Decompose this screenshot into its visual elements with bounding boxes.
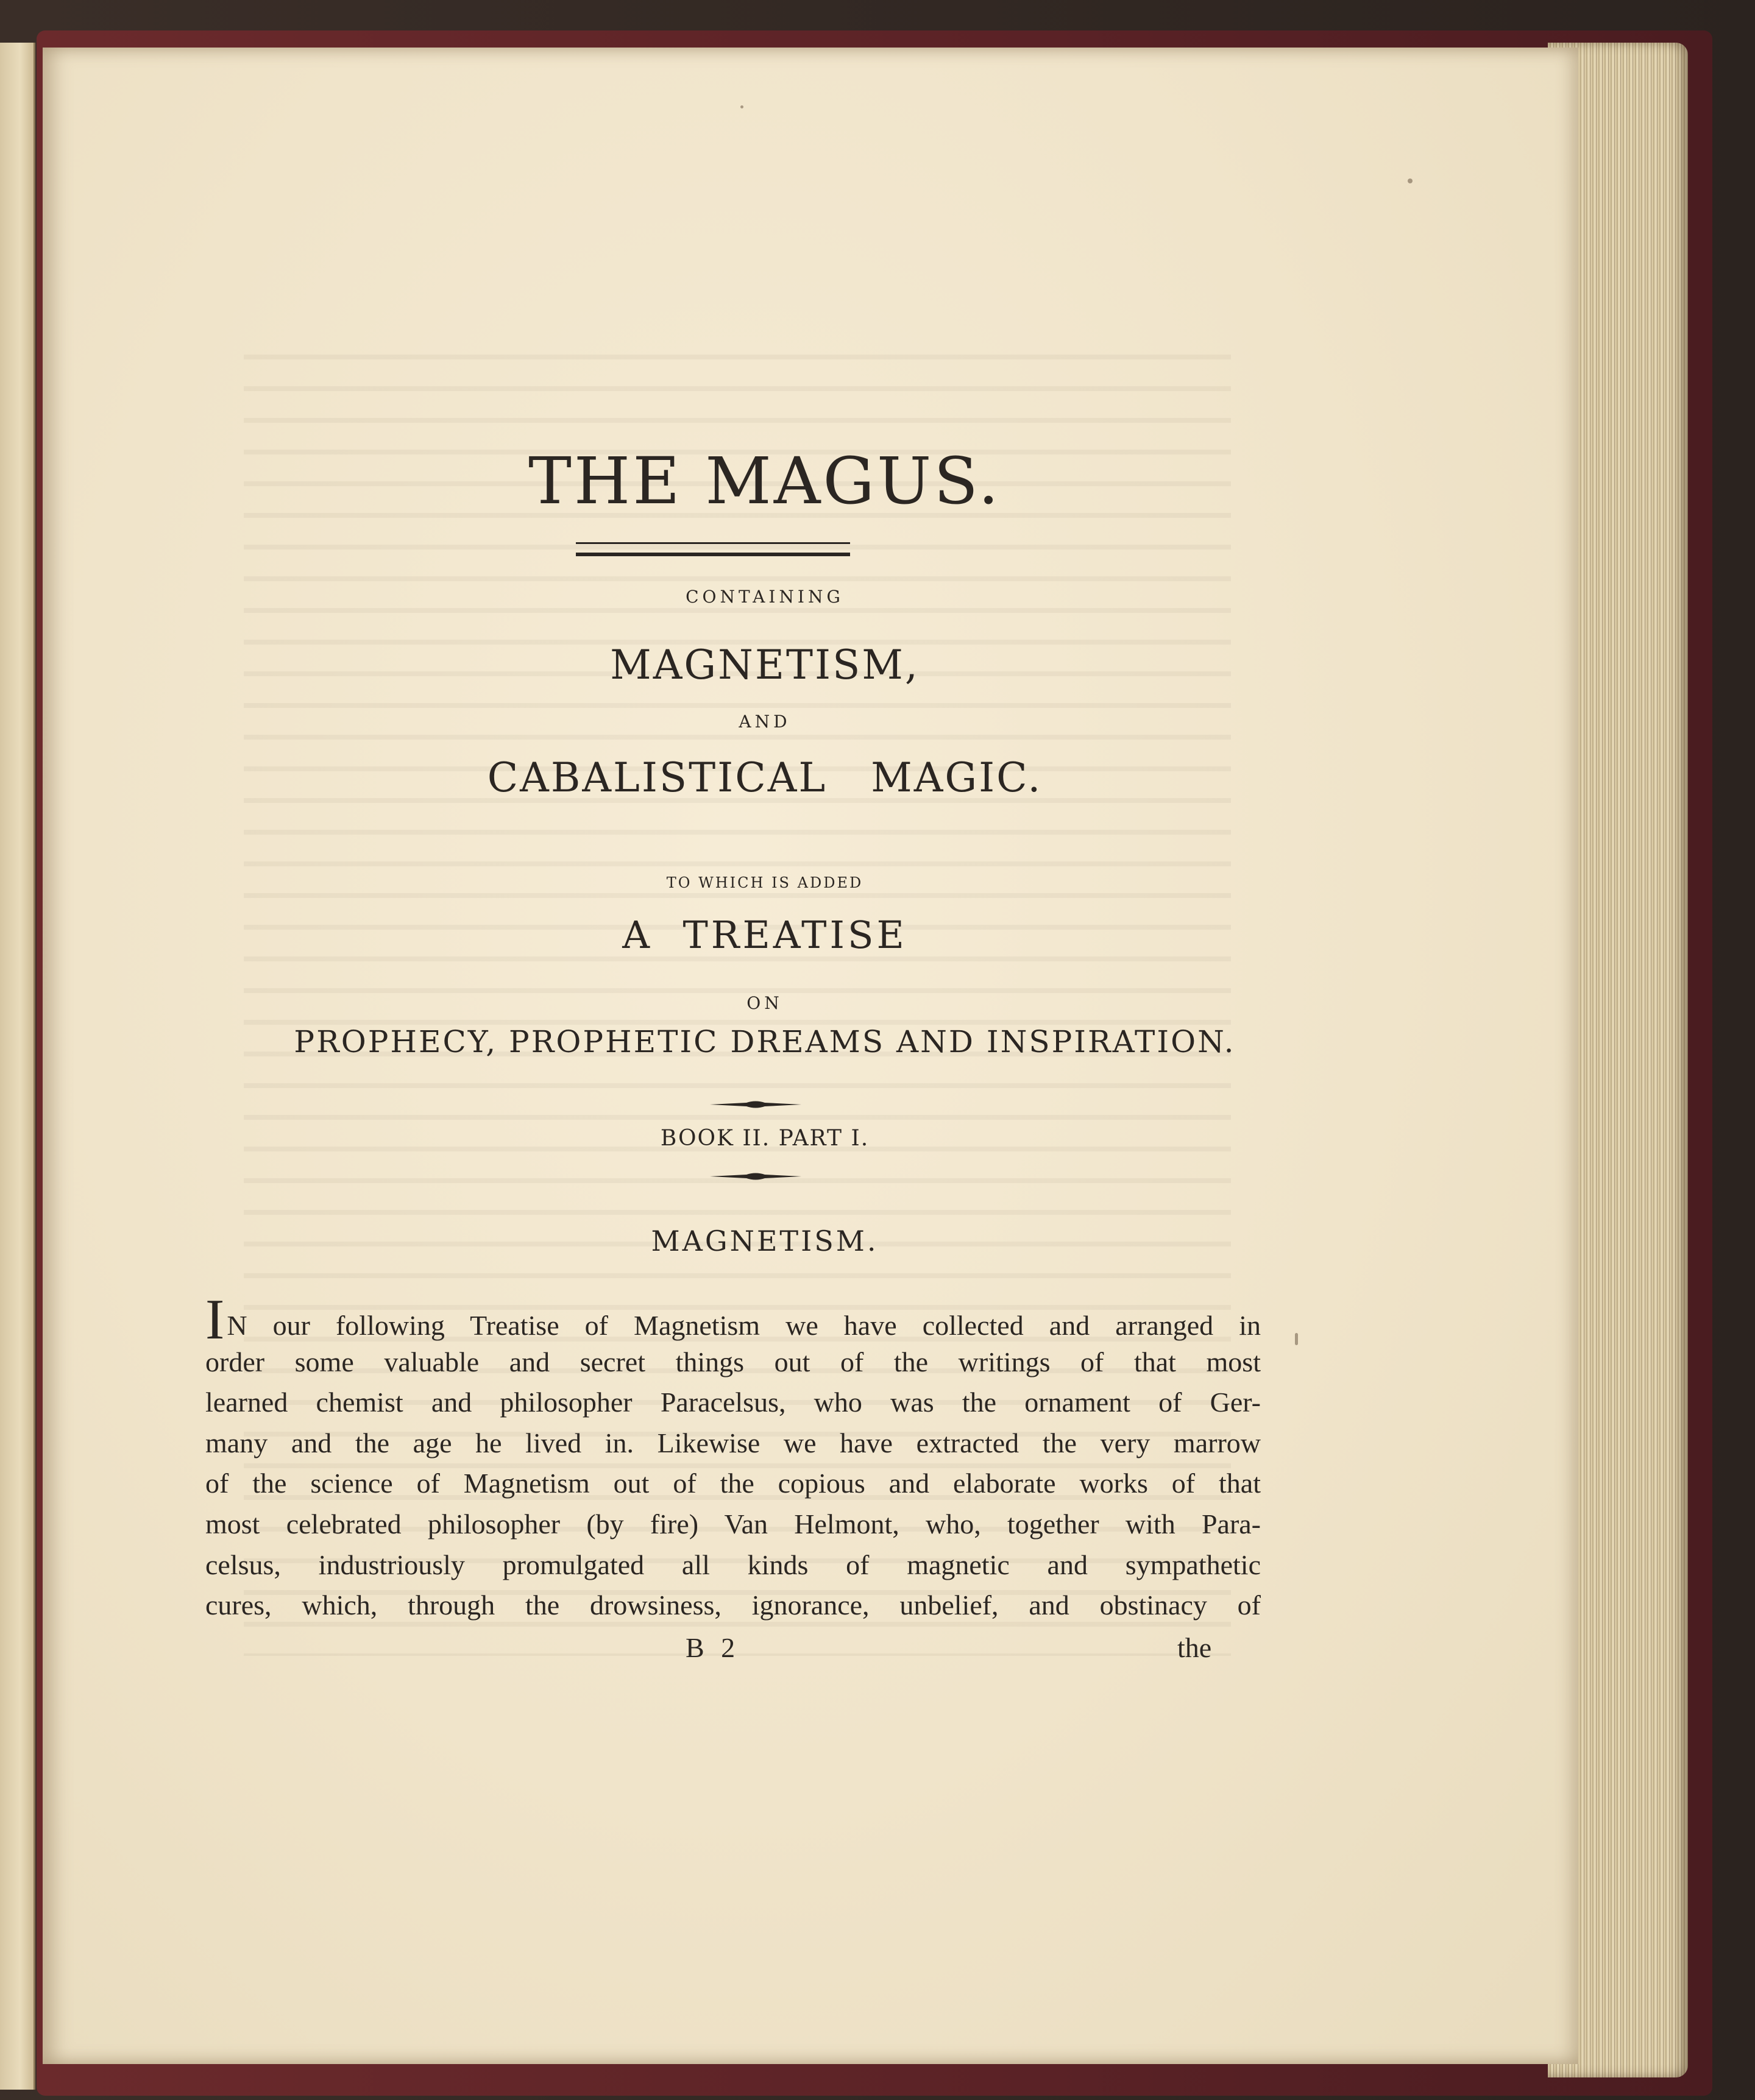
- paper-speck: [740, 105, 743, 108]
- body-paragraph: [205, 1288, 1261, 1626]
- title-double-rule: [576, 542, 850, 556]
- ornament-rule-top: [710, 1100, 801, 1109]
- body-line: of the science of Magnetism out of the copious and elaborate works of that: [205, 1468, 1261, 1499]
- heading-treatise: A TREATISE: [622, 913, 907, 957]
- signature-mark: B 2: [686, 1632, 740, 1663]
- section-heading: MAGNETISM.: [651, 1225, 879, 1257]
- body-line: most celebrated philosopher (by fire) Van Helmont, who, together with Para-: [205, 1508, 1261, 1540]
- heading-prophecy: PROPHECY, PROPHETIC DREAMS AND INSPIRATION.: [294, 1024, 1236, 1059]
- book-part-heading: BOOK II. PART I.: [660, 1126, 870, 1151]
- on-label: ON: [746, 993, 783, 1013]
- page: [43, 48, 1578, 2064]
- ornament-rule-bottom: [710, 1172, 801, 1181]
- paper-mark: [1295, 1333, 1298, 1345]
- paper-speck: [1408, 179, 1413, 183]
- heading-magnetism: MAGNETISM,: [610, 642, 920, 688]
- and-label: AND: [739, 712, 791, 732]
- containing-label: CONTAINING: [686, 587, 844, 607]
- previous-page-edge: [0, 43, 35, 2090]
- page-title: THE MAGUS.: [528, 444, 1001, 518]
- drop-cap: I: [205, 1288, 225, 1351]
- body-line-text: N our following Treatise of Magnetism we have collected and arranged in: [227, 1310, 1261, 1341]
- body-line: cures, which, through the drowsiness, ignorance, unbelief, and obstinacy of: [205, 1589, 1261, 1621]
- body-line: learned chemist and philosopher Paracelsus, who was the ornament of Ger-: [205, 1387, 1261, 1418]
- ornament-rule-icon: [710, 1172, 801, 1181]
- body-line: celsus, industriously promulgated all kinds of magnetic and sympathetic: [205, 1549, 1261, 1580]
- body-line: many and the age he lived in. Likewise we have extracted the very marrow: [205, 1427, 1261, 1458]
- to-which-label: TO WHICH IS ADDED: [666, 874, 863, 891]
- heading-cabalistical-magic: CABALISTICAL MAGIC.: [487, 754, 1043, 801]
- body-line-1: [205, 1288, 1261, 1351]
- ornament-rule-icon: [710, 1100, 801, 1109]
- catchword: the: [1177, 1632, 1212, 1663]
- body-line: order some valuable and secret things out of the writings of that most: [205, 1346, 1261, 1377]
